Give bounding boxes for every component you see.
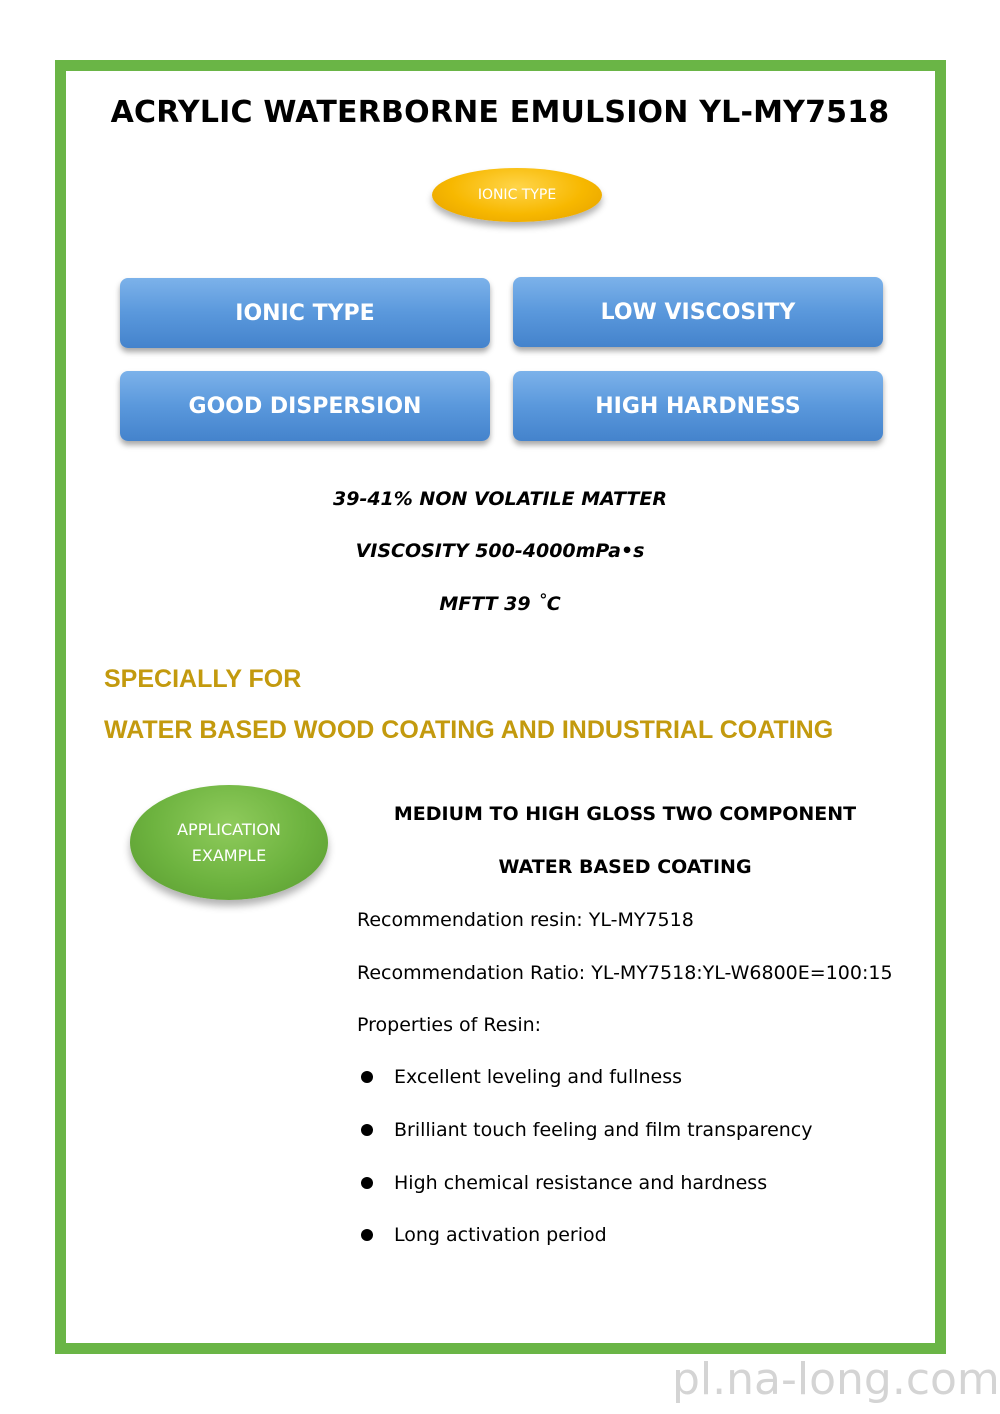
bullet-icon — [361, 1177, 373, 1189]
application-heading-2: WATER BASED COATING — [498, 856, 752, 878]
application-badge-line2: EXAMPLE — [191, 845, 267, 865]
bullet-icon — [361, 1071, 373, 1083]
property-text: Brilliant touch feeling and film transparency — [394, 1119, 813, 1141]
properties-label: Properties of Resin: — [357, 1014, 542, 1036]
spec-viscosity: VISCOSITY 500-4000mPa•s — [355, 540, 645, 562]
spec-non-volatile: 39-41% NON VOLATILE MATTER — [333, 488, 667, 510]
feature-low-viscosity: LOW VISCOSITY — [513, 277, 883, 347]
application-heading-1: MEDIUM TO HIGH GLOSS TWO COMPONENT — [393, 803, 857, 825]
specially-for-heading: SPECIALLY FOR — [104, 665, 302, 693]
property-item — [360, 1172, 767, 1194]
feature-ionic-type: IONIC TYPE — [120, 278, 490, 348]
bullet-icon — [361, 1124, 373, 1136]
bullet-icon — [361, 1229, 373, 1241]
watermark: pl.na-long.com — [672, 1354, 1000, 1405]
application-badge-line1: APPLICATION — [177, 819, 281, 839]
recommendation-resin: Recommendation resin: YL-MY7518 — [357, 909, 694, 931]
spec-mftt: MFTT 39 ˚C — [439, 593, 561, 615]
feature-good-dispersion: GOOD DISPERSION — [120, 371, 490, 441]
property-item — [360, 1066, 682, 1088]
property-text: High chemical resistance and hardness — [394, 1172, 768, 1194]
property-text: Excellent leveling and fullness — [394, 1066, 683, 1088]
page-title: ACRYLIC WATERBORNE EMULSION YL-MY7518 — [110, 95, 890, 130]
ionic-type-badge: IONIC TYPE — [432, 168, 602, 222]
page-border — [55, 60, 946, 1354]
property-item — [360, 1119, 813, 1141]
property-item — [360, 1224, 607, 1246]
application-field-heading: WATER BASED WOOD COATING AND INDUSTRIAL COATING — [104, 716, 834, 744]
property-text: Long activation period — [394, 1224, 607, 1246]
feature-high-hardness: HIGH HARDNESS — [513, 371, 883, 441]
application-example-badge — [130, 785, 328, 900]
recommendation-ratio: Recommendation Ratio: YL-MY7518:YL-W6800E=100:15 — [357, 962, 893, 984]
